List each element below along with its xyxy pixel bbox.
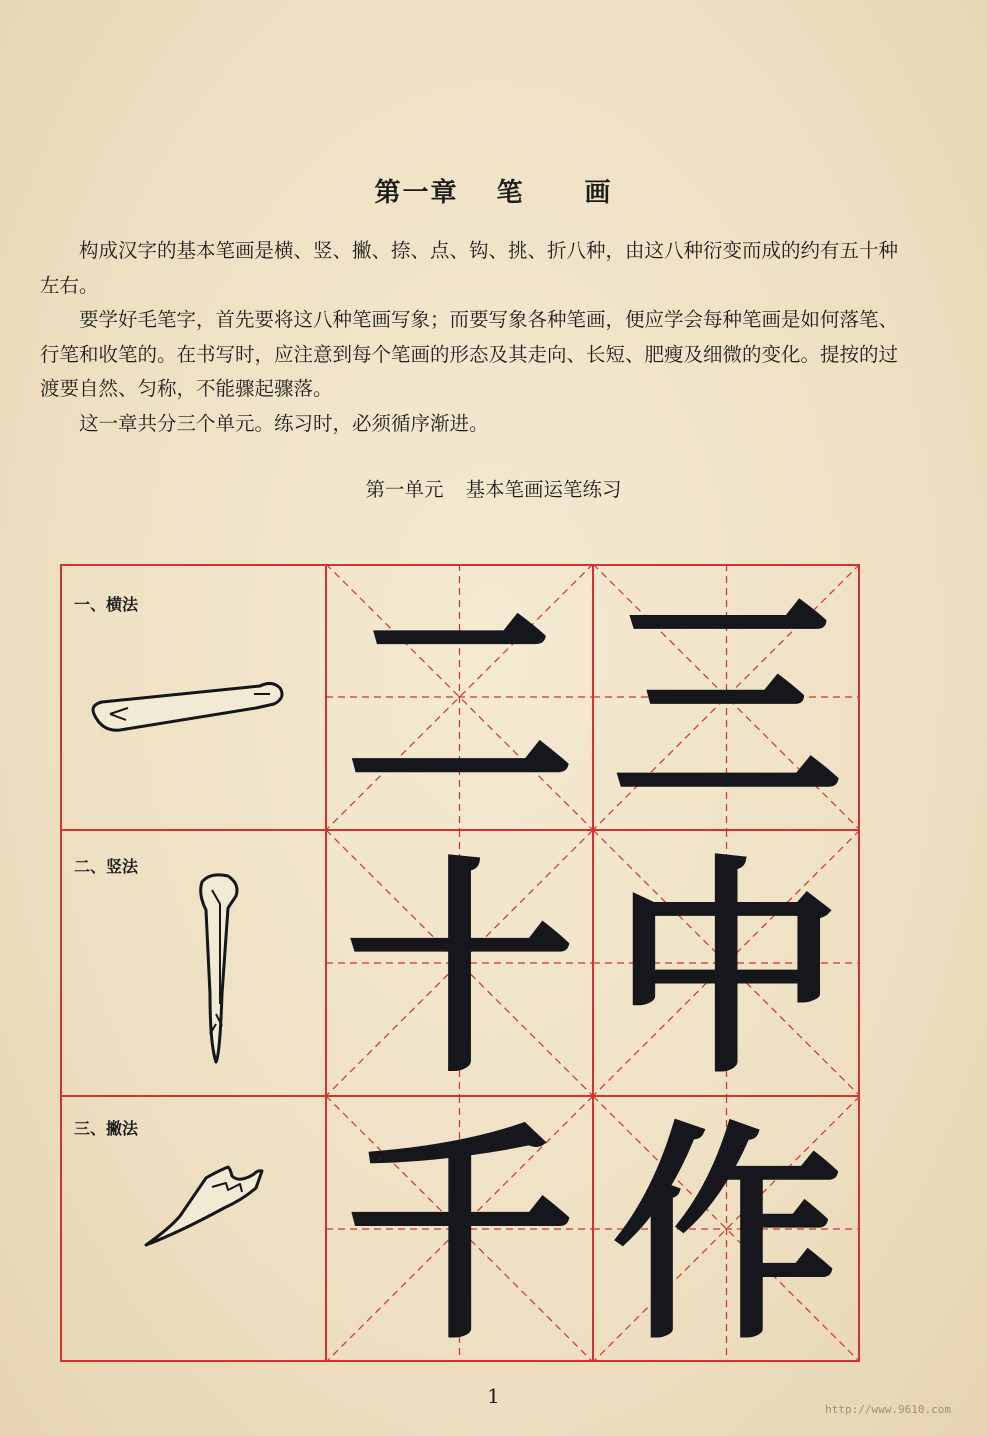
- brush-char-qian: 千: [344, 1101, 576, 1362]
- unit-number: 第一单元: [365, 478, 444, 501]
- paragraph-3: 这一章共分三个单元。练习时，必须循序渐进。: [79, 411, 489, 435]
- watermark: http://www.9610.com: [825, 1403, 951, 1416]
- unit-name: 基本笔画运笔练习: [465, 478, 622, 501]
- row-label-heng: 一、横法: [74, 595, 139, 614]
- intro-text: [40, 234, 900, 441]
- paragraph-1: 构成汉字的基本笔画是横、竖、撇、捺、点、钩、挑、折八种，由这八种衍变而成的约有五十种左右。: [40, 239, 899, 297]
- row-label-shu: 二、竖法: [74, 857, 139, 876]
- chapter-title: [0, 172, 987, 209]
- chapter-number: 第一章: [374, 178, 459, 208]
- brush-char-er: 二: [344, 569, 576, 839]
- row-label-pie: 三、撇法: [74, 1119, 139, 1138]
- page-number: 1: [487, 1384, 500, 1408]
- brush-char-san: 三: [611, 569, 843, 839]
- horizontal-stroke-diagram-icon: [93, 683, 282, 730]
- left-falling-stroke-diagram-icon: [146, 1167, 262, 1245]
- unit-title: [0, 474, 987, 502]
- paragraph-2: 要学好毛笔字，首先要将这八种笔画写象；而要写象各种笔画，便应学会每种笔画是如何落笔、行笔和收笔的。在书写时，应注意到每个笔画的形态及其走向、长短、肥瘦及细微的变化。提按的过渡要自然、匀称，不能骤起骤落。: [40, 308, 899, 400]
- brush-char-zhong: 中: [611, 835, 843, 1105]
- practice-grid-lines: [60, 564, 860, 1362]
- chapter-name-char-2: 画: [584, 178, 613, 208]
- vertical-stroke-diagram-icon: [201, 875, 237, 1062]
- brush-char-zuo: 作: [611, 1101, 843, 1362]
- practice-grid: [60, 564, 860, 1362]
- brush-char-shi: 十: [344, 835, 576, 1105]
- chapter-name-char-1: 笔: [496, 178, 525, 208]
